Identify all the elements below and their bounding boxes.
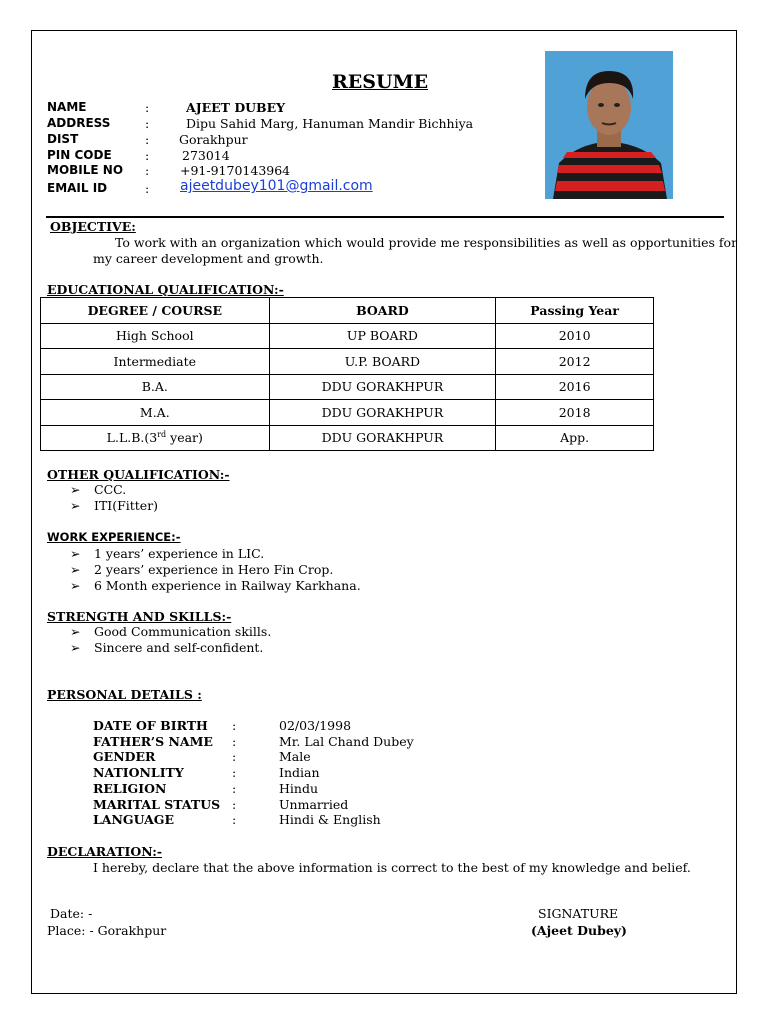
- table-row: [41, 425, 654, 451]
- personal-details-heading: PERSONAL DETAILS :: [47, 687, 202, 702]
- list-item: [70, 498, 158, 514]
- header-divider: [46, 216, 724, 218]
- table-cell: App.: [496, 425, 654, 451]
- education-heading: EDUCATIONAL QUALIFICATION:-: [47, 282, 284, 297]
- table-cell: High School: [41, 323, 270, 349]
- table-cell: B.A.: [41, 374, 270, 400]
- list-item-text: Good Communication skills.: [94, 624, 272, 639]
- education-header-row: [41, 298, 654, 324]
- personal-value: Indian: [279, 765, 320, 781]
- table-cell: L.L.B.(3rd year): [41, 425, 270, 451]
- personal-value: Hindi & English: [279, 812, 381, 828]
- other-qualification-heading: OTHER QUALIFICATION:-: [47, 467, 230, 482]
- personal-label: MARITAL STATUS: [93, 796, 221, 812]
- personal-label: LANGUAGE: [93, 812, 175, 828]
- personal-label: NATIONLITY: [93, 765, 184, 781]
- objective-line-1: To work with an organization which would provide me responsibilities as well as opportunities for: [115, 235, 738, 250]
- table-cell: DDU GORAKHPUR: [269, 425, 496, 451]
- bullet-arrow-icon: ➢: [70, 639, 81, 655]
- contact-label: ADDRESS: [47, 116, 111, 130]
- personal-colon: :: [232, 733, 237, 749]
- contact-value: 273014: [182, 148, 230, 163]
- column-header: DEGREE / COURSE: [41, 298, 270, 324]
- personal-colon: :: [232, 718, 237, 733]
- bullet-arrow-icon: ➢: [70, 546, 81, 561]
- declaration-text: I hereby, declare that the above information is correct to the best of my knowledge and belief.: [93, 860, 691, 875]
- page-title: RESUME: [332, 71, 429, 93]
- contact-label: DIST: [47, 132, 79, 146]
- table-cell: 2010: [496, 323, 654, 349]
- contact-colon: :: [145, 116, 150, 131]
- resume-page: [31, 30, 737, 994]
- table-row: [41, 349, 654, 375]
- contact-colon: :: [145, 181, 150, 196]
- list-item-text: ITI(Fitter): [94, 497, 159, 513]
- email-link[interactable]: ajeetdubey101@gmail.com: [180, 178, 373, 194]
- contact-label: EMAIL ID: [47, 181, 108, 195]
- table-cell: U.P. BOARD: [269, 349, 496, 375]
- list-item: [70, 640, 271, 656]
- table-cell: Intermediate: [41, 349, 270, 375]
- table-cell: M.A.: [41, 400, 270, 426]
- list-item: [70, 624, 271, 640]
- personal-label: RELIGION: [93, 780, 167, 796]
- other-qualification-list: [70, 482, 158, 514]
- personal-colon: :: [232, 796, 237, 812]
- table-cell: DDU GORAKHPUR: [269, 374, 496, 400]
- table-row: [41, 374, 654, 400]
- signer-name: (Ajeet Dubey): [531, 923, 627, 938]
- personal-value: 02/03/1998: [279, 718, 352, 733]
- skills-heading: STRENGTH AND SKILLS:-: [47, 609, 232, 624]
- personal-colon: :: [232, 749, 237, 765]
- bullet-arrow-icon: ➢: [70, 561, 81, 577]
- personal-value: Male: [279, 749, 311, 765]
- table-cell: DDU GORAKHPUR: [269, 400, 496, 426]
- skills-list: [70, 624, 271, 656]
- date-label: Date: -: [50, 906, 93, 921]
- personal-label: FATHER’S NAME: [93, 733, 213, 749]
- profile-photo: [545, 51, 673, 199]
- work-experience-list: [70, 546, 361, 593]
- personal-colon: :: [232, 780, 237, 796]
- list-item-text: 1 years’ experience in LIC.: [94, 546, 265, 561]
- objective-heading: OBJECTIVE:: [50, 219, 136, 234]
- contact-label: MOBILE NO: [47, 163, 124, 177]
- contact-value: Dipu Sahid Marg, Hanuman Mandir Bichhiya: [186, 116, 474, 131]
- table-cell: UP BOARD: [269, 323, 496, 349]
- list-item: [70, 546, 361, 562]
- bullet-arrow-icon: ➢: [70, 624, 81, 639]
- personal-value: Mr. Lal Chand Dubey: [279, 733, 414, 749]
- list-item-text: 6 Month experience in Railway Karkhana.: [94, 577, 361, 593]
- contact-colon: :: [145, 132, 150, 147]
- education-table: [40, 297, 654, 451]
- personal-colon: :: [232, 765, 237, 781]
- contact-colon: :: [145, 100, 150, 115]
- bullet-arrow-icon: ➢: [70, 497, 81, 513]
- column-header: BOARD: [269, 298, 496, 324]
- personal-colon: :: [232, 812, 237, 828]
- list-item-text: Sincere and self-confident.: [94, 639, 264, 655]
- table-cell: 2018: [496, 400, 654, 426]
- table-row: [41, 400, 654, 426]
- bullet-arrow-icon: ➢: [70, 482, 81, 497]
- personal-value: Hindu: [279, 780, 319, 796]
- contact-value: Gorakhpur: [179, 132, 248, 147]
- table-cell: 2016: [496, 374, 654, 400]
- personal-label: DATE OF BIRTH: [93, 718, 208, 733]
- personal-label: GENDER: [93, 749, 156, 765]
- list-item-text: 2 years’ experience in Hero Fin Crop.: [94, 561, 334, 577]
- contact-label: PIN CODE: [47, 148, 112, 162]
- list-item-text: CCC.: [94, 482, 127, 497]
- contact-label: NAME: [47, 100, 87, 114]
- contact-value: +91-9170143964: [180, 163, 291, 178]
- signature-label: SIGNATURE: [538, 906, 619, 921]
- list-item: [70, 578, 361, 594]
- bullet-arrow-icon: ➢: [70, 577, 81, 593]
- list-item: [70, 482, 158, 498]
- place-label: Place: - Gorakhpur: [47, 923, 167, 938]
- work-experience-heading: WORK EXPERIENCE:-: [47, 530, 181, 544]
- list-item: [70, 562, 361, 578]
- personal-value: Unmarried: [279, 796, 349, 812]
- column-header: Passing Year: [496, 298, 654, 324]
- objective-line-2: my career development and growth.: [93, 251, 324, 266]
- contact-value: AJEET DUBEY: [186, 100, 286, 115]
- table-row: [41, 323, 654, 349]
- declaration-heading: DECLARATION:-: [47, 844, 163, 859]
- contact-colon: :: [145, 148, 150, 163]
- contact-colon: :: [145, 163, 150, 178]
- table-cell: 2012: [496, 349, 654, 375]
